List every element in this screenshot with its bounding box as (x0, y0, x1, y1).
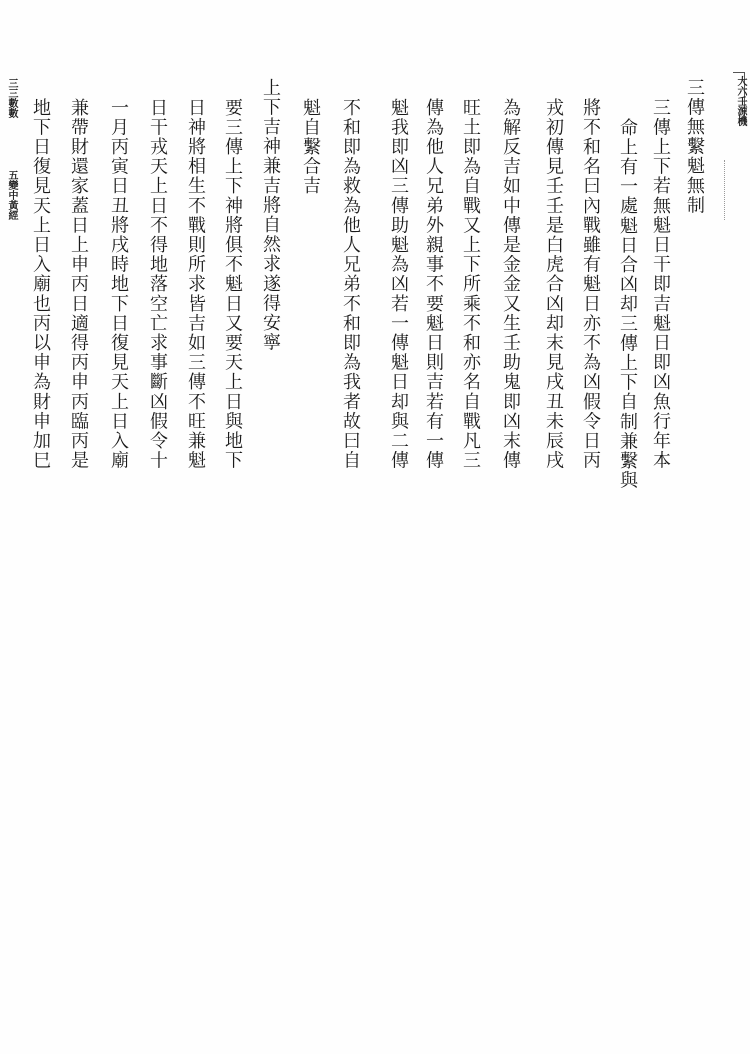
text-column: 要三傳上下神將俱不魁日又要天上日與地下 (222, 98, 243, 471)
text-column: 日神將相生不戰則所求皆吉如三傳不旺兼魁 (185, 98, 206, 471)
text-column: 魁自繫合吉 (300, 98, 321, 196)
section-heading-2: 上下吉神兼吉將自然求遂得安寧 (260, 78, 281, 353)
page-fold-mark (724, 160, 726, 220)
text-column: 傳為他人兄弟外親事不要魁日則吉若有一傳 (423, 98, 444, 471)
text-column: 不和即為救為他人兄弟不和即為我者故曰自 (340, 98, 361, 471)
left-margin-label: 三三數數 (6, 78, 17, 118)
text-column: 魁我即凶三傳助魁為凶若一傳魁日却與二傳 (388, 98, 409, 471)
text-column: 命上有一處魁日合凶却三傳上下自制兼繫與 (617, 118, 638, 491)
text-column: 一月丙寅日丑將戌時地下日復見天上日入廟 (108, 98, 129, 471)
section-heading-1: 三傳無繫魁無制 (684, 78, 705, 216)
text-column: 旺土即為自戰又上下所乘不和亦名自戰凡三 (460, 98, 481, 471)
text-column: 地下日復見天上日入廟也丙以申為財申加巳 (30, 98, 51, 471)
text-column: 將不和名曰內戰雖有魁日亦不為凶假令日丙 (580, 98, 601, 471)
text-column: 為解反吉如中傳是金金又生壬助鬼即凶末傳 (500, 98, 521, 471)
right-margin-label: 大六壬源機 (735, 76, 746, 126)
text-column: 戎初傳見壬壬是白虎合凶却末見戌丑未辰戌 (543, 98, 564, 471)
text-column: 日干戎天上日不得地落空亡求事斷凶假令十 (147, 98, 168, 471)
text-column: 兼帶財還家蓋日上申丙日適得丙申丙臨丙是 (68, 98, 89, 471)
text-column: 三傳上下若無魁日干即吉魁日即凶魚行年本 (650, 98, 671, 471)
left-margin-title: 五變中黃經 (6, 170, 17, 220)
